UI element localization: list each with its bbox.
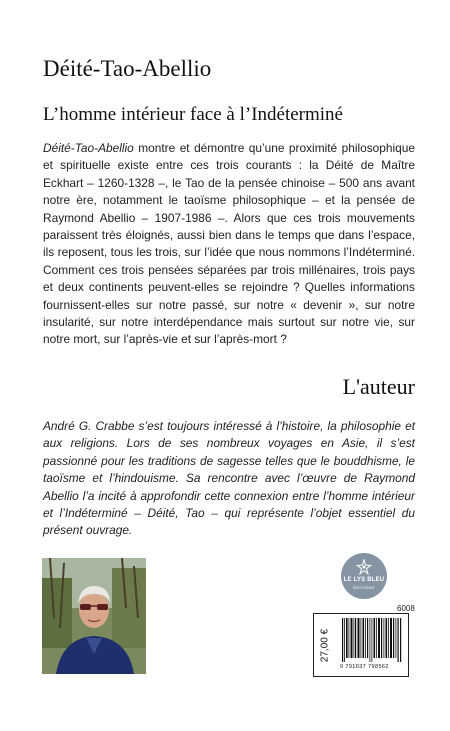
publisher-name: LE LYS BLEU <box>343 577 385 583</box>
author-heading: L'auteur <box>342 374 415 399</box>
book-title: Déité-Tao-Abellio <box>43 56 212 81</box>
author-photo <box>42 558 146 674</box>
isbn-digits: 9 791037 798562 <box>340 664 389 670</box>
summary-text: montre et démontre qu’une proximité philosophique et spirituelle existe entre ces trois courants : la Déité de Maître Eckhart – 1260-1328 –, le Tao de la pensée chinoise – 500 ans avant notre ère, notamment le taoïsme philosophique – et la pensée de Raymond Abellio – 1907-1986 –. Alors que ces trois mouvements paraissent très éloignés, aussi bien dans le temps que dans l’espace, ils reposent, tous les trois, sur l’idée que nous nommons l’Indéterminé. Comment ces trois pensées séparées par trois millénaires, trois pays et deux continents peuvent-elles se rejoindre ? Quelles informations fournissent-elles sur notre passé, sur notre « devenir », sur notre insularité, sur notre interdépendance mais surtout sur notre vie, sur notre mort, sur l’après-vie et sur l’après-mort ? <box>43 141 415 347</box>
author-portrait-image <box>42 558 146 674</box>
summary-lead-title: Déité-Tao-Abellio <box>43 141 134 155</box>
lily-icon <box>356 559 372 575</box>
author-bio: André G. Crabbe s’est toujours intéressé à l’histoire, la philosophie et aux religions. Lors de ses nombreux voyages en Asie, il s’est passionné pour les traditions de sagesse telles que le bouddhisme, le taoïsme et l’hindouisme. Sa rencontre avec l’œuvre de Raymond Abellio l’a incité à approfondir cette connexion entre l’homme intérieur et l’Indéterminé – Déité, Tao – qui représente l’objet essentiel du présent ouvrage. <box>43 419 415 538</box>
summary-paragraph <box>43 140 415 349</box>
publisher-tagline: ÉDITIONS <box>353 585 375 590</box>
price-label: 27,00 € <box>319 628 331 663</box>
publisher-logo <box>341 553 387 599</box>
book-subtitle: L’homme intérieur face à l’Indéterminé <box>43 104 343 125</box>
product-code: 6008 <box>397 604 415 613</box>
barcode-icon <box>342 618 402 662</box>
